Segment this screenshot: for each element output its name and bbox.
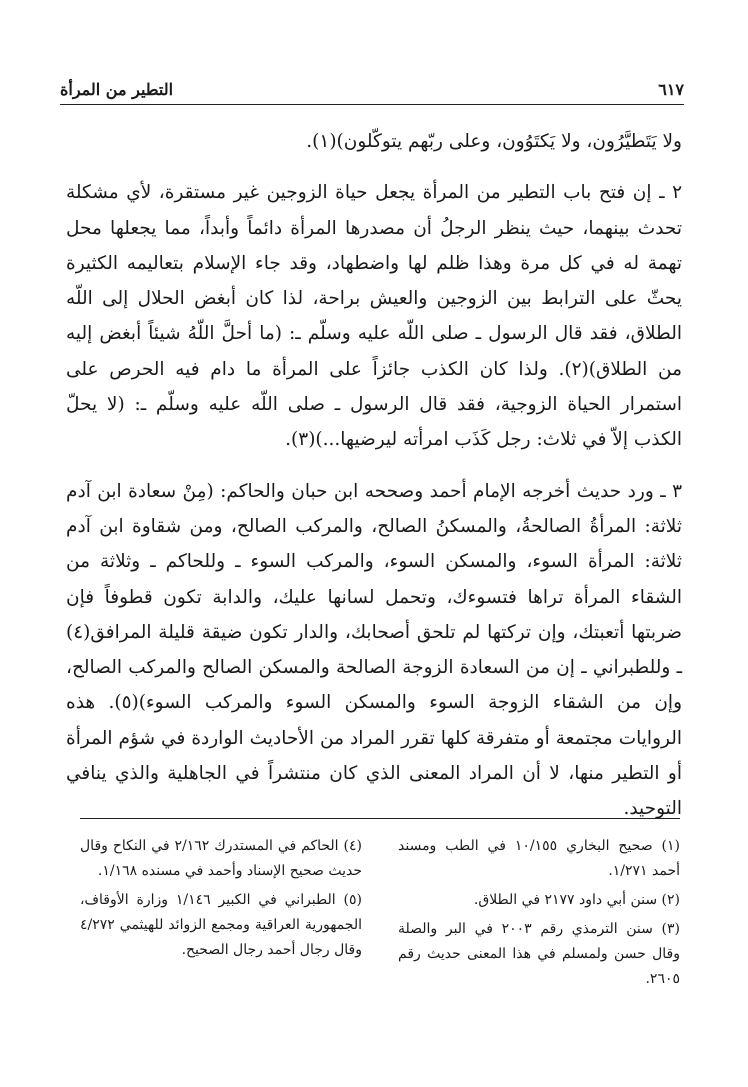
footnotes-left-column [80,834,362,996]
main-text [66,124,682,843]
footnote: (٥) الطبراني في الكبير ١/١٤٦ وزارة الأوقاف، الجمهورية العراقية ومجمع الزوائد للهيثمي ٤/٢٧٢ وقال رجال أحمد رجال الصحيح. [80,892,362,958]
body-paragraph: ٢ ـ إن فتح باب التطير من المرأة يجعل حياة الزوجين غير مستقرة، لأي مشكلة تحدث بينهما، حيث ينظر الرجلُ أن مصدرها المرأة دائماً وأبداً، مما يجعلها محل تهمة له في كل مرة وهذا ظلم لها واضطهاد، وقد جاء الإسلام بتعاليمه الكثيرة يحثّ على الترابط بين الزوجين والعيش براحة، لذا كان أبغض الحلال إلى اللّه الطلاق، فقد قال الرسول ـ صلى اللّه عليه وسلّم ـ: (ما أحلَّ اللّهُ شيئاً أبغض إليه من الطلاق)(٢). ولذا كان الكذب جائزاً على المرأة ما دام فيه الحرص على استمرار الحياة الزوجية، فقد قال الرسول ـ صلى اللّه عليه وسلّم ـ: (لا يحلّ الكذب إلاّ في ثلاث: رجل كَذَب امرأته ليرضيها...)(٣). [66,182,682,451]
body-paragraph: ولا يَتَطيَّرُون، ولا يَكتَوُون، وعلى ربّهم يتوكّلون)(١). [306,131,682,152]
body-paragraph: ٣ ـ ورد حديث أخرجه الإمام أحمد وصححه ابن حبان والحاكم: (مِنْ سعادة ابن آدم ثلاثة: المرأةُ الصالحةُ، والمسكنُ الصالح، والمركب الصالح، ومن شقاوة ابن آدم ثلاثة: المرأة السوء، والمسكن السوء، والمركب السوء ـ وللحاكم ـ وثلاثة من الشقاء المرأة تراها فتسوءك، وتحمل لسانها عليك، والدابة تكون قطوفاً فإن ضربتها أتعبتك، وإن تركتها لم تلحق أصحابك، والدار تكون ضيقة قليلة المرافق(٤) ـ وللطبراني ـ إن من السعادة الزوجة الصالحة والمسكن الصالح والمركب الصالح، وإن من الشقاء الزوجة السوء والمسكن السوء والمركب السوء)(٥). هذه الروايات مجتمعة أو متفرقة كلها تقرر المراد من الأحاديث الواردة في شؤم المرأة أو التطير منها، لا أن المراد المعنى الذي كان منتشراً في الجاهلية والذي ينافي التوحيد. [66,480,682,820]
footnote: (٤) الحاكم في المستدرك ٢/١٦٢ في النكاح وقال حديث صحيح الإسناد وأحمد في مسنده ١/١٦٨. [80,838,362,879]
footnote-divider [80,818,680,819]
footnote: (٢) سنن أبي داود ٢١٧٧ في الطلاق. [473,892,680,908]
page-header [60,74,684,105]
page-number: ٦١٧ [658,79,684,99]
running-title: التطير من المرأة [60,79,174,99]
footnote: (٣) سنن الترمذي رقم ٢٠٠٣ في البر والصلة وقال حسن ولمسلم في هذا المعنى حديث رقم ٢٦٠٥. [398,921,680,987]
footnote: (١) صحيح البخاري ١٠/١٥٥ في الطب ومسند أحمد ١/٢٧١. [398,838,680,879]
footnotes [80,834,680,996]
footnotes-right-column [398,834,680,996]
